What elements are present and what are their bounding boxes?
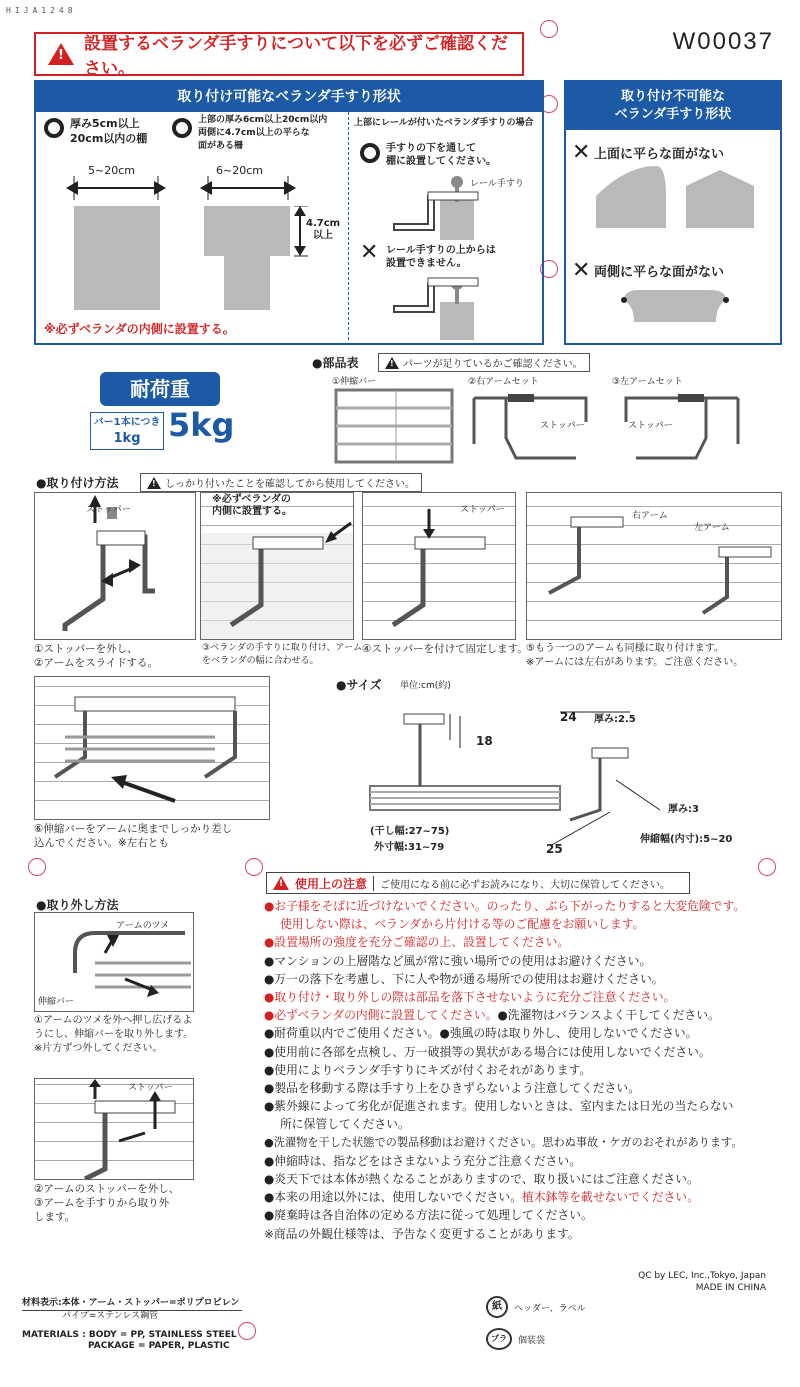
punch-hole: [245, 858, 263, 876]
install-step-6-figure: [35, 677, 269, 819]
caution-item: ●お子様をそばに近づけないでください。のったり、ぶら下がったりすると大変危険です。: [264, 899, 746, 913]
load-title: 耐荷重: [100, 372, 220, 406]
warning-banner: [34, 32, 524, 79]
caution-item: 使用しない際は、ベランダから片付ける等のご配慮をお願いします。: [280, 917, 645, 932]
recycle-paper: [486, 1296, 586, 1318]
part-3-stopper: ストッパー: [628, 421, 673, 431]
caution-item: ●万一の落下を考慮し、下に人や物が通る場所での使用はお避けください。: [264, 971, 664, 986]
size-d24: 24: [560, 710, 577, 724]
remove-step-2-panel: [34, 1078, 194, 1180]
type2-dim-arrow: [200, 176, 296, 200]
incompatible-title: 取り付け不可能な ベランダ手すり形状: [566, 82, 780, 130]
caution-item: ●使用前に各部を点検し、万一破損等の異状がある場合には使用しないでください。: [264, 1044, 711, 1059]
warning-banner-text: 設置するベランダ手すりについて以下を必ずご確認ください。: [84, 34, 508, 79]
remove-step-2-caption: ②アームのストッパーを外し、 ③アームを手すりから取り外 します。: [34, 1183, 180, 1223]
circle-ok-icon: [44, 118, 64, 138]
caution-item: ●洗濯物を干した状態での製品移動はお避けください。思わぬ事故・ケガのおそれがあります。: [264, 1135, 743, 1149]
x-icon: ✕: [572, 258, 591, 283]
type2-dim: 6~20cm: [216, 164, 263, 177]
rail-ng-mark: ✕: [360, 240, 379, 265]
caution-item: ●耐荷重以内でご使用ください。●強風の時は取り外し、使用しないでください。: [264, 1026, 698, 1041]
size-h18: 18: [476, 734, 493, 748]
type1-dim-arrow: [66, 176, 166, 200]
size-thick3: 厚み:3: [668, 804, 699, 815]
materials-en: [22, 1330, 237, 1352]
divider: [348, 112, 349, 340]
punch-hole: [540, 20, 558, 38]
left-arm-label: 左アーム: [694, 523, 730, 533]
caution-item-black-part: ●本来の用途以外には、使用しないでください。: [264, 1190, 523, 1205]
rail-ng-text: レール手すりの上からは 設置できません。: [386, 245, 496, 269]
caution-item: ●炎天下では本体が熱くなることがありますので、取り扱いにはご注意ください。: [264, 1172, 699, 1187]
compatible-title: 取り付け可能なベランダ手すり形状: [36, 82, 542, 112]
qc-text: QC by LEC, Inc.,Tokyo, Japan: [638, 1271, 766, 1281]
product-code-small: HIJA1248: [6, 6, 77, 15]
caution-item: 所に保管してください。: [280, 1117, 410, 1132]
punch-hole: [238, 1322, 256, 1340]
install-step-5-caption: ⑤もう一つのアームも同様に取り付けます。 ※アームには左右があります。ご注意ください。: [526, 643, 744, 668]
caution-item-mixed: [264, 1006, 784, 1024]
remove-step-2-figure: [35, 1079, 193, 1179]
rail-label: レール手すり: [470, 179, 524, 189]
materials-en-line1: MATERIALS : BODY = PP, STAINLESS STEEL: [22, 1330, 237, 1340]
made-in-text: MADE IN CHINA: [695, 1283, 766, 1293]
caution-header: [266, 872, 690, 894]
type1-dim: 5~20cm: [88, 164, 135, 177]
punch-hole: [758, 858, 776, 876]
rail-ng-figure: [384, 272, 524, 340]
caution-item: ●伸縮時は、指などをはさまないよう充分ご注意ください。: [264, 1153, 582, 1168]
materials-jp: [22, 1298, 242, 1322]
recycle-paper-label: ヘッダー、ラベル: [514, 1303, 586, 1314]
type2-height: 4.7cm 以上: [306, 218, 341, 241]
type1-railing: [74, 206, 160, 310]
rail-ok-text: 手すりの下を通して 棚に設置してください。: [386, 143, 496, 167]
remove-title: ●取り外し方法: [36, 898, 119, 912]
step2-inside-note: ※必ずベランダの 内側に設置する。: [212, 494, 292, 517]
caution-title: 使用上の注意: [295, 876, 368, 891]
remove-bar-label: 伸縮バー: [38, 997, 75, 1007]
materials-jp-line2: パイプ=ステンレス鋼管: [62, 1311, 159, 1321]
parts-check-note: [378, 353, 590, 372]
install-step-6-panel: [34, 676, 270, 820]
ng1-figure: [596, 166, 766, 230]
remove-claw-label: アームのツメ: [116, 921, 170, 931]
remove-step-1-caption: ①アームのツメを外へ押し広げるよ うにし、伸縮バーを取り外します。 ※片方ずつ外してください。: [34, 1015, 194, 1054]
part-bar-figure: [330, 388, 460, 468]
materials-jp-line1: 材料表示:本体・アーム・ストッパー=ポリプロピレン: [22, 1298, 242, 1311]
rail-ok-mark: [360, 143, 380, 163]
caution-item: ※商品の外観仕様等は、予告なく変更することがあります。: [264, 1226, 580, 1241]
size-thick25: 厚み:2.5: [594, 714, 636, 725]
install-step-2-caption: ③ベランダの手すりに取り付け、アーム をベランダの幅に合わせる。: [202, 643, 363, 666]
caution-list: [264, 897, 784, 1243]
size-d25: 25: [546, 842, 563, 856]
x-icon: ✕: [572, 140, 591, 165]
install-title: ●取り付け方法: [36, 476, 119, 490]
parts-check-text: パーツが足りているかご確認ください。: [403, 359, 583, 370]
ng2-figure: [620, 286, 730, 326]
install-step-1-caption: ①ストッパーを外し、 ②アームをスライドする。: [34, 643, 158, 669]
install-step-6-caption: ⑥伸縮バーをアームに奥までしっかり差し 込んでください。※左右とも: [34, 823, 233, 849]
size-outer: 外寸幅:31~79: [374, 842, 445, 853]
load-value: 5kg: [168, 406, 235, 444]
caution-item: ●紫外線によって劣化が促進されます。使用しないときは、室内または日光の当たらない: [264, 1099, 734, 1114]
load-per-bar: [90, 412, 164, 450]
ng2-text: 両側に平らな面がない: [593, 265, 724, 280]
size-dry-width: (干し幅:27~75): [370, 826, 450, 837]
type2-text: 上部の厚み6cm以上20cm以内 両側に4.7cm以上の平らな 面がある柵: [198, 115, 328, 151]
caution-item: ●使用によりベランダ手すりにキズが付くおそれがあります。: [264, 1062, 592, 1077]
part-2-label: ②右アームセット: [468, 377, 539, 387]
remove-stopper-label: ストッパー: [128, 1083, 173, 1093]
materials-en-line2: PACKAGE = PAPER, PLASTIC: [88, 1341, 230, 1351]
step4-stopper-label: ストッパー: [460, 505, 505, 515]
type2-railing: [204, 206, 314, 312]
size-unit: 単位:cm(約): [400, 681, 451, 691]
recycle-paper-icon: 紙: [486, 1296, 508, 1318]
part-3-label: ③左アームセット: [612, 377, 683, 387]
install-check-note: [140, 473, 422, 492]
caution-item: ●廃棄時は各自治体の定める方法に従って処理してください。: [264, 1208, 593, 1223]
caution-item-mixed: [264, 1188, 784, 1206]
ng1-row: [572, 140, 724, 165]
part-1-label: ①伸縮バー: [332, 377, 377, 387]
caution-item-red-part: ●必ずベランダの内側に設置してください。: [264, 1008, 498, 1023]
qc-info: [638, 1270, 766, 1294]
rail-title: 上部にレールが付いたベランダ手すりの場合: [354, 118, 534, 128]
warning-icon: [273, 876, 289, 890]
type1-text: 厚み5cm以上 20cm以内の棚: [70, 117, 148, 145]
part-2-stopper: ストッパー: [540, 421, 585, 431]
caution-item-red-part: 植木鉢等を載せないでください。: [522, 1190, 699, 1205]
product-code: W00037: [672, 28, 774, 55]
punch-hole: [28, 858, 46, 876]
warning-icon: [147, 477, 161, 489]
size-title: ●サイズ: [336, 678, 382, 692]
size-inner: 伸縮幅(内寸):5~20: [640, 834, 733, 845]
recycle-plastic: [486, 1328, 545, 1350]
warning-icon: [385, 357, 399, 369]
caution-item: ●取り付け・取り外しの際は部品を落下させないように充分ご注意ください。: [264, 990, 676, 1005]
warning-icon: [48, 43, 74, 65]
load-small-value: 1kg: [113, 431, 141, 446]
recycle-plastic-label: 個装袋: [518, 1335, 546, 1346]
install-check-text: しっかり付いたことを確認してから使用してください。: [165, 479, 415, 490]
recycle-plastic-icon: プラ: [486, 1328, 512, 1350]
ok-mark-1: [44, 118, 58, 138]
inside-note: ※必ずベランダの内側に設置する。: [44, 322, 235, 336]
caution-item: ●設置場所の強度を充分ご確認の上、設置してください。: [264, 935, 570, 950]
right-arm-label: 右アーム: [632, 511, 668, 521]
caution-item: ●製品を移動する際は手すり上をひきずらないよう注意してください。: [264, 1081, 640, 1096]
ng1-text: 上面に平らな面がない: [593, 147, 724, 162]
ng2-row: [572, 258, 724, 283]
ok-mark-2: [172, 118, 192, 138]
caution-item-black-part: ●洗濯物はバランスよく干してください。: [497, 1008, 720, 1023]
caution-item: ●マンションの上層階など風が常に強い場所での使用はお避けください。: [264, 953, 652, 968]
circle-ok-icon: [172, 118, 192, 138]
step1-stopper-label: ストッパー: [86, 505, 131, 515]
load-per-bar-label: バー1本につき: [93, 417, 161, 428]
caution-subtitle: ご使用になる前に必ずお読みになり、大切に保管してください。: [373, 876, 670, 891]
circle-ok-icon: [360, 143, 380, 163]
install-step-4-caption: ④ストッパーを付けて固定します。: [362, 643, 528, 655]
parts-title: ●部品表: [312, 356, 359, 370]
